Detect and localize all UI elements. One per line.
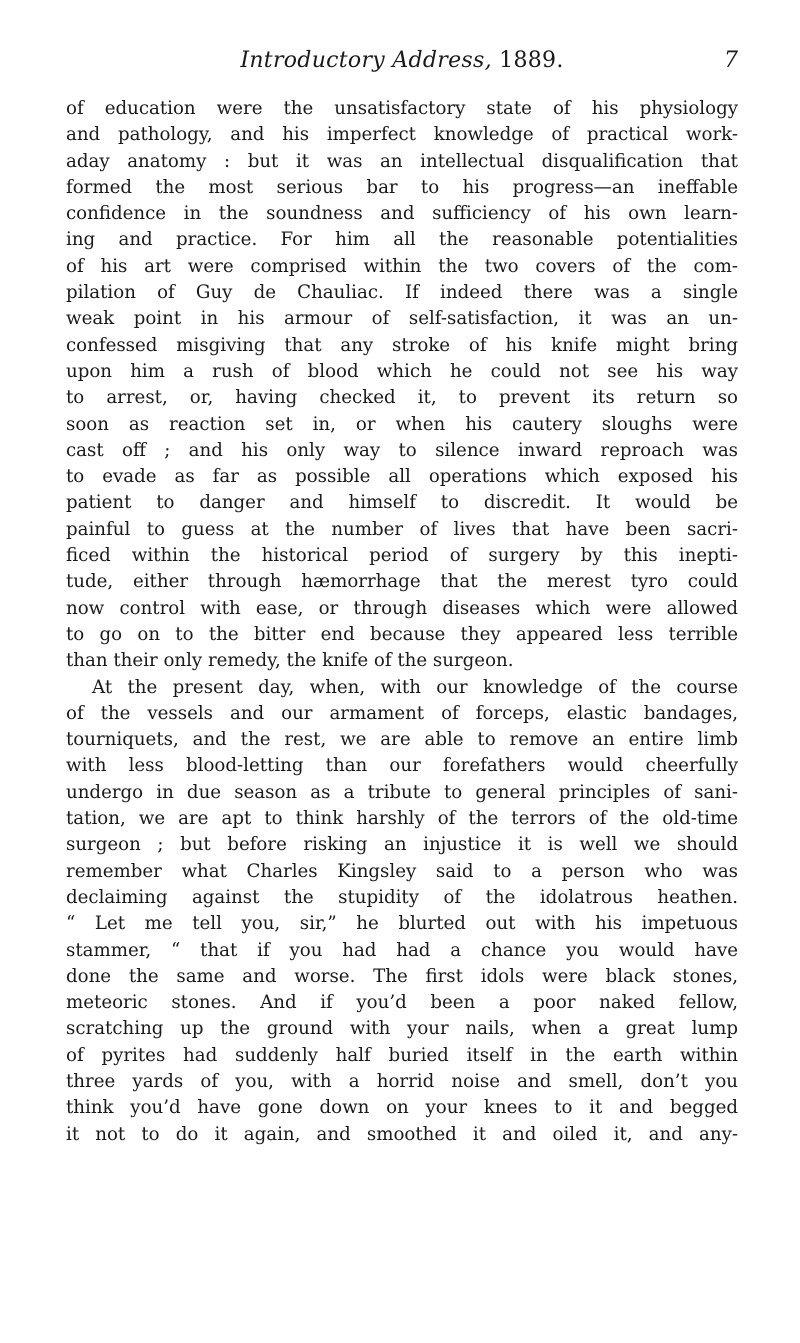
body-text	[66, 96, 738, 1148]
text-line: to arrest, or, having checked it, to prevent its return so	[66, 387, 738, 409]
text-line: soon as reaction set in, or when his cautery sloughs were	[66, 413, 738, 435]
text-line: than their only remedy, the knife of the surgeon.	[66, 650, 514, 672]
text-line: ficed within the historical period of surgery by this inepti-	[66, 545, 738, 567]
text-line: patient to danger and himself to discredit. It would be	[66, 492, 738, 514]
text-line: meteoric stones. And if you’d been a poor naked fellow,	[66, 992, 738, 1014]
text-line: of education were the unsatisfactory state of his physiology	[66, 98, 738, 119]
text-line: surgeon ; but before risking an injustice it is well we should	[66, 834, 738, 856]
text-line: think you’d have gone down on your knees to it and begged	[66, 1097, 738, 1119]
text-line: with less blood-letting than our forefathers would cheerfully	[66, 755, 738, 777]
running-header	[66, 48, 738, 88]
text-line: formed the most serious bar to his progress—an ineffable	[66, 176, 738, 198]
running-title-year: 1889.	[491, 48, 564, 73]
text-line: tourniquets, and the rest, we are able to remove an entire limb	[66, 729, 738, 751]
text-line: of his art were comprised within the two covers of the com-	[66, 255, 738, 277]
text-line: stammer, “ that if you had had a chance you would have	[66, 939, 738, 961]
text-line: ing and practice. For him all the reasonable potentialities	[66, 229, 738, 251]
paragraph-start-line: At the present day, when, with our knowledge of the course	[92, 676, 738, 698]
text-line: scratching up the ground with your nails, when a great lump	[66, 1018, 738, 1040]
text-line: confidence in the soundness and sufficiency of his own learn-	[66, 203, 738, 225]
text-line: done the same and worse. The first idols were black stones,	[66, 965, 738, 987]
running-title-text: Introductory Address,	[240, 48, 492, 73]
text-line: three yards of you, with a horrid noise and smell, don’t you	[66, 1070, 738, 1092]
text-line: tation, we are apt to think harshly of the terrors of the old-time	[66, 808, 738, 830]
text-line: aday anatomy : but it was an intellectual disqualification that	[66, 150, 738, 172]
text-line: it not to do it again, and smoothed it and oiled it, and any-	[66, 1123, 738, 1145]
page-number: 7	[724, 48, 738, 73]
text-line: to evade as far as possible all operations which exposed his	[66, 466, 738, 488]
text-line: cast off ; and his only way to silence inward reproach was	[66, 439, 738, 461]
text-line: painful to guess at the number of lives that have been sacri-	[66, 518, 738, 540]
text-line: and pathology, and his imperfect knowledge of practical work-	[66, 124, 738, 146]
text-line: undergo in due season as a tribute to general principles of sani-	[66, 781, 738, 803]
text-line: weak point in his armour of self-satisfaction, it was an un-	[66, 308, 738, 330]
text-line: remember what Charles Kingsley said to a person who was	[66, 860, 738, 882]
text-line: tude, either through hæmorrhage that the merest tyro could	[66, 571, 738, 593]
running-title	[66, 48, 738, 73]
text-line: pilation of Guy de Chauliac. If indeed there was a single	[66, 282, 738, 304]
text-line: “ Let me tell you, sir,” he blurted out with his impetuous	[66, 913, 738, 935]
text-line: now control with ease, or through diseases which were allowed	[66, 597, 738, 619]
text-line: declaiming against the stupidity of the idolatrous heathen.	[66, 886, 738, 908]
text-line: to go on to the bitter end because they appeared less terrible	[66, 623, 738, 645]
text-line: of pyrites had suddenly half buried itself in the earth within	[66, 1044, 738, 1066]
text-line: confessed misgiving that any stroke of his knife might bring	[66, 334, 738, 356]
text-line: of the vessels and our armament of forceps, elastic bandages,	[66, 702, 738, 724]
text-line: upon him a rush of blood which he could not see his way	[66, 360, 738, 382]
